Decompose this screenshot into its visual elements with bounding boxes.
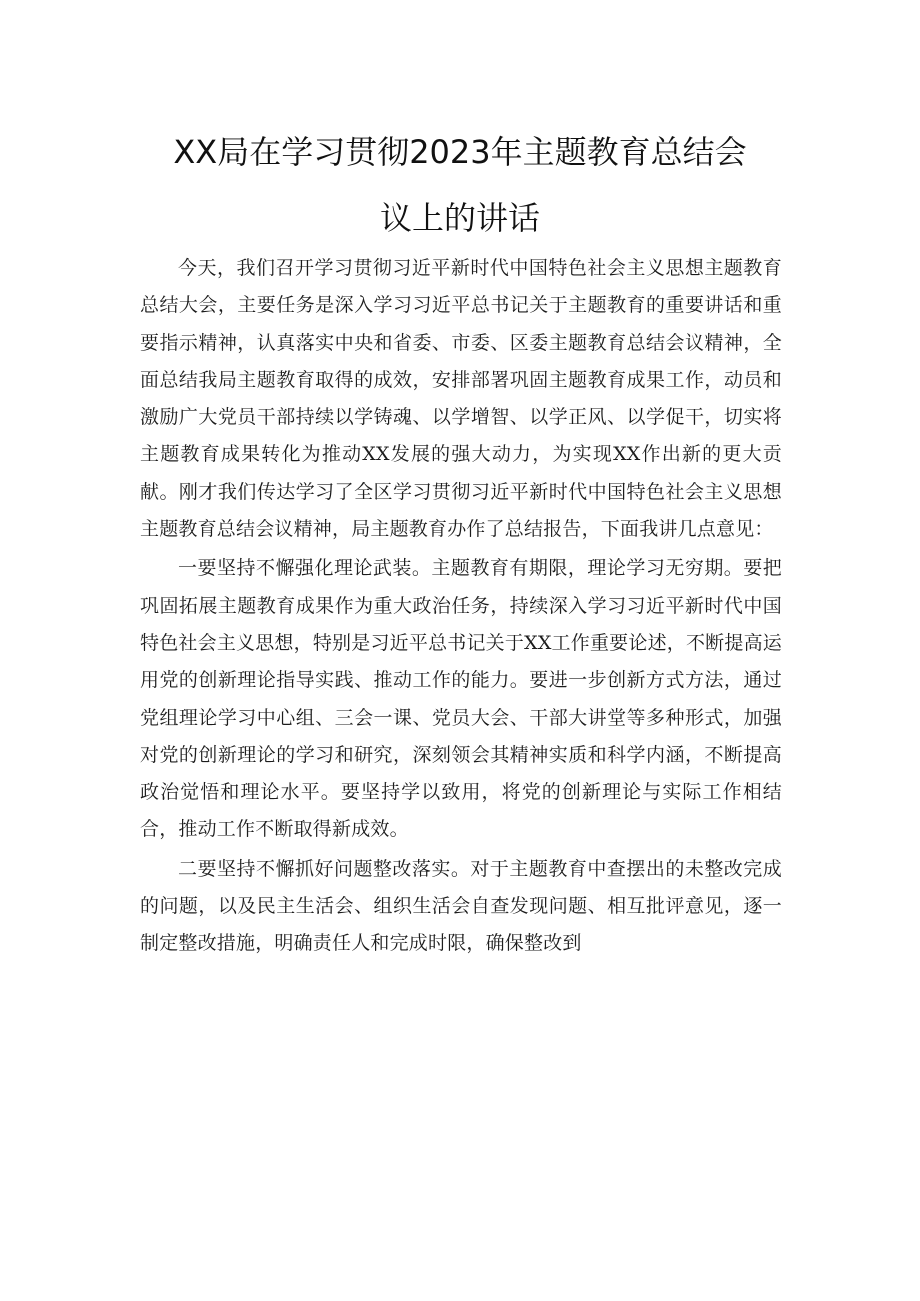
document-title-line-1: XX局在学习贯彻2023年主题教育总结会 <box>173 133 747 171</box>
paragraph-point-two: 二要坚持不懈抓好问题整改落实。对于主题教育中查摆出的未整改完成的问题，以及民主生活会、组织生活会自查发现问题、相互批评意见，逐一制定整改措施，明确责任人和完成时限，确保整改到 <box>140 857 782 955</box>
document-title-line-2: 议上的讲话 <box>379 199 540 237</box>
document-body <box>140 250 782 963</box>
paragraph-introduction: 今天，我们召开学习贯彻习近平新时代中国特色社会主义思想主题教育总结大会，主要任务是深入学习习近平总书记关于主题教育的重要讲话和重要指示精神，认真落实中央和省委、市委、区委主题教育总结会议精神，全面总结我局主题教育取得的成效，安排部署巩固主题教育成果工作，动员和激励广大党员干部持续以学铸魂、以学增智、以学正风、以学促干，切实将主题教育成果转化为推动XX发展的强大动力，为实现XX作出新的更大贡献。刚才我们传达学习了全区学习贯彻习近平新时代中国特色社会主义思想主题教育总结会议精神，局主题教育办作了总结报告，下面我讲几点意见： <box>140 257 782 541</box>
paragraph-point-one: 一要坚持不懈强化理论武装。主题教育有期限，理论学习无穷期。要把巩固拓展主题教育成果作为重大政治任务，持续深入学习习近平新时代中国特色社会主义思想，特别是习近平总书记关于XX工作重要论述，不断提高运用党的创新理论指导实践、推动工作的能力。要进一步创新方式方法，通过党组理论学习中心组、三会一课、党员大会、干部大讲堂等多种形式，加强对党的创新理论的学习和研究，深刻领会其精神实质和科学内涵，不断提高政治觉悟和理论水平。要坚持学以致用，将党的创新理论与实际工作相结合，推动工作不断取得新成效。 <box>140 557 782 841</box>
